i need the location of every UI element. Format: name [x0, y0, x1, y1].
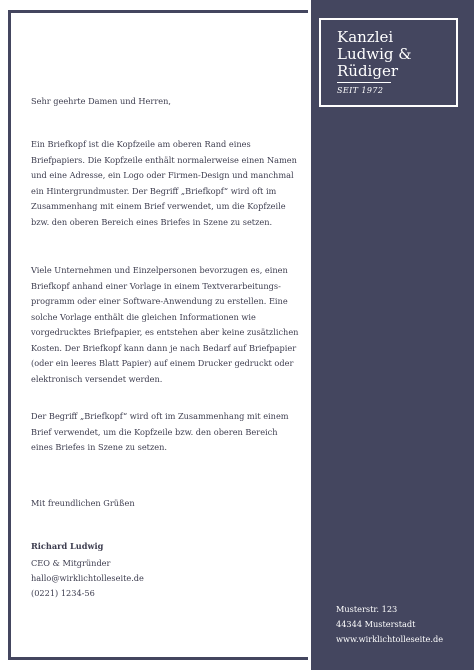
letterhead-logo [319, 18, 458, 107]
body-paragraph-1: Ein Briefkopf ist die Kopfzeile am oberen Rand eines Briefpapiers. Die Kopfzeile enthält normalerweise einen Namen und eine Adresse, ein Logo oder Firmen-Design und manchmal ein Hintergrundmuster. Der Begriff „Briefkopf“ wird oft im Zusammenhang mit einem Brief verwendet, um die Kopfzeile bzw. den oberen Bereich eines Briefes in Szene zu setzen. [31, 139, 297, 227]
founded-year: SEIT 1972 [337, 86, 384, 95]
address-website: www.wirklichtolleseite.de [336, 634, 444, 644]
logo-divider [337, 82, 391, 83]
signer-email: hallo@wirklichtolleseite.de [31, 573, 144, 583]
signer-phone: (0221) 1234-56 [31, 588, 95, 598]
signer-name: Richard Ludwig [31, 541, 104, 551]
firm-name-line-3: Rüdiger [337, 62, 399, 80]
signer-role: CEO & Mitgründer [31, 558, 111, 568]
firm-name-line-2: Ludwig & [337, 45, 412, 63]
firm-name [337, 29, 452, 80]
body-paragraph-3: Der Begriff „Briefkopf“ wird oft im Zusammenhang mit einem Brief verwendet, um die Kopfzeile bzw. den oberen Bereich eines Briefes in Szene zu setzen. [31, 411, 289, 452]
address-city: 44344 Musterstadt [336, 619, 416, 629]
body-paragraph-2: Viele Unternehmen und Einzelpersonen bevorzugen es, einen Briefkopf anhand einer Vorlage in einem Textverarbeitungs-programm oder einer Software-Anwendung zu erstellen. Eine solche Vorlage enthält die gleichen Informationen wie vorgedrucktes Briefpapier, es entstehen aber keine zusätzlichen Kosten. Der Briefkopf kann dann je nach Bedarf auf Briefpapier (oder ein leeres Blatt Papier) auf einem Drucker gedruckt oder elektronisch versendet werden. [31, 265, 299, 384]
address-street: Musterstr. 123 [336, 604, 398, 614]
firm-name-line-1: Kanzlei [337, 28, 394, 46]
salutation: Sehr geehrte Damen und Herren, [31, 96, 171, 106]
closing-phrase: Mit freundlichen Grüßen [31, 498, 135, 508]
